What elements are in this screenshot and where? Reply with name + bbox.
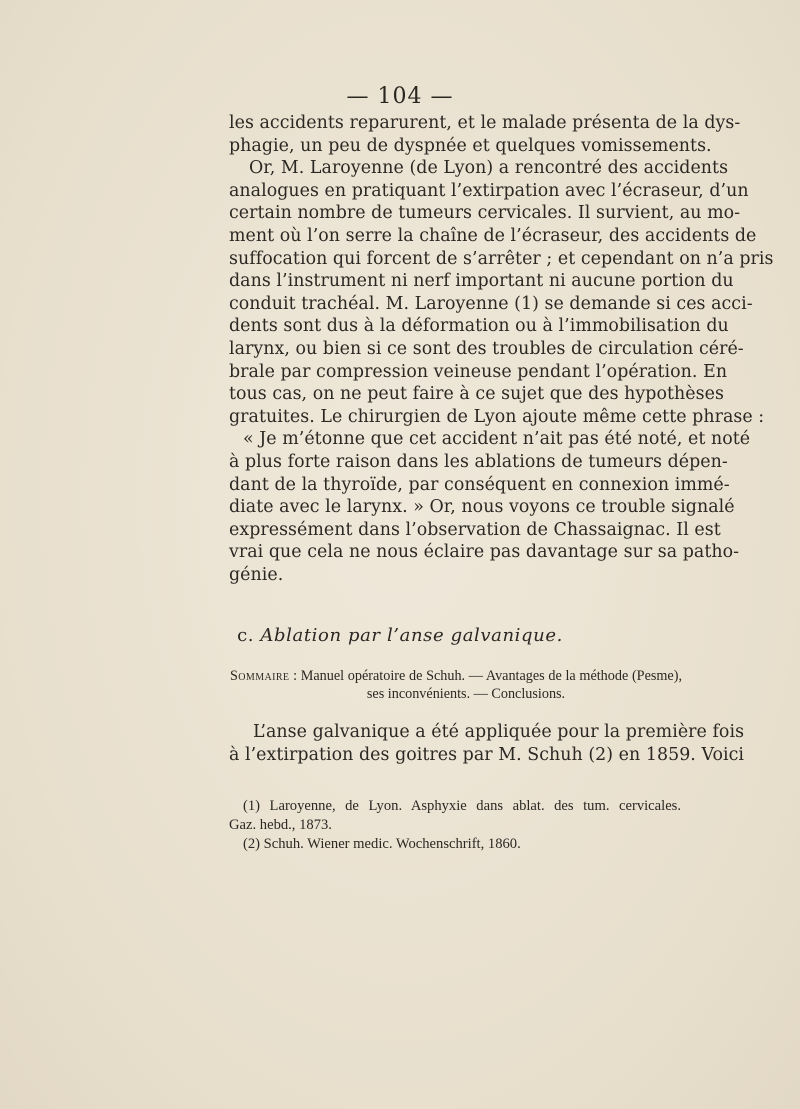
text-line: analogues en pratiquant l’extirpation avec l’écraseur, d’un [229, 180, 749, 201]
section-heading [0, 625, 800, 646]
text-line: conduit trachéal. M. Laroyenne (1) se demande si ces acci- [229, 293, 753, 314]
text-line: L’anse galvanique a été appliquée pour la première fois [253, 722, 745, 742]
text-line: génie. [229, 564, 284, 585]
summary-line: ses inconvénients. — Conclusions. [366, 686, 566, 702]
text-line: dant de la thyroïde, par conséquent en connexion immé- [229, 474, 730, 495]
text-line: expressément dans l’observation de Chassaignac. Il est [229, 519, 721, 540]
text-line: « Je m’étonne que cet accident n’ait pas été noté, et noté [243, 429, 751, 450]
page-number: — 104 — [346, 84, 454, 109]
footnote-1: (1) Laroyenne, de Lyon. Asphyxie dans ablat. des tum. cervicales. [243, 798, 681, 814]
summary-text: : Manuel opératoire de Schuh. — Avantages de la méthode (Pesme), [289, 668, 682, 684]
summary [230, 667, 682, 703]
footnote-2: (2) Schuh. Wiener medic. Wochenschrift, 1860. [243, 836, 521, 852]
second-paragraph [229, 721, 745, 766]
text-line: suffocation qui forcent de s’arrêter ; et cependant on n’a pris [229, 248, 774, 269]
text-line: brale par compression veineuse pendant l’opération. En [229, 361, 728, 382]
summary-line [230, 667, 682, 685]
footnotes [229, 797, 681, 854]
text-line: ment où l’on serre la chaîne de l’écraseur, des accidents de [229, 225, 757, 246]
text-line: vrai que cela ne nous éclaire pas davantage sur sa patho- [229, 542, 740, 563]
section-title: Ablation par l’anse galvanique. [260, 625, 563, 646]
text-line: larynx, ou bien si ce sont des troubles de circulation céré- [229, 338, 744, 359]
text-line: à plus forte raison dans les ablations de tumeurs dépen- [229, 451, 728, 472]
text-line: phagie, un peu de dyspnée et quelques vomissements. [229, 135, 712, 156]
main-paragraph [229, 112, 774, 586]
text-line: Or, M. Laroyenne (de Lyon) a rencontré des accidents [249, 158, 729, 179]
section-letter: c. [237, 625, 255, 646]
text-line: les accidents reparurent, et le malade présenta de la dys- [229, 113, 741, 133]
text-line: gratuites. Le chirurgien de Lyon ajoute même cette phrase : [229, 406, 765, 427]
text-line: tous cas, on ne peut faire à ce sujet que des hypothèses [229, 384, 724, 405]
summary-label: Sommaire [230, 668, 290, 684]
text-line: dents sont dus à la déformation ou à l’immobilisation du [229, 316, 729, 337]
text-line: à l’extirpation des goitres par M. Schuh (2) en 1859. Voici [229, 744, 745, 765]
text-line: certain nombre de tumeurs cervicales. Il survient, au mo- [229, 203, 741, 224]
text-line: diate avec le larynx. » Or, nous voyons ce trouble signalé [229, 497, 735, 518]
footnote-1-continuation: Gaz. hebd., 1873. [229, 817, 332, 833]
text-line: dans l’instrument ni nerf important ni aucune portion du [229, 271, 734, 292]
